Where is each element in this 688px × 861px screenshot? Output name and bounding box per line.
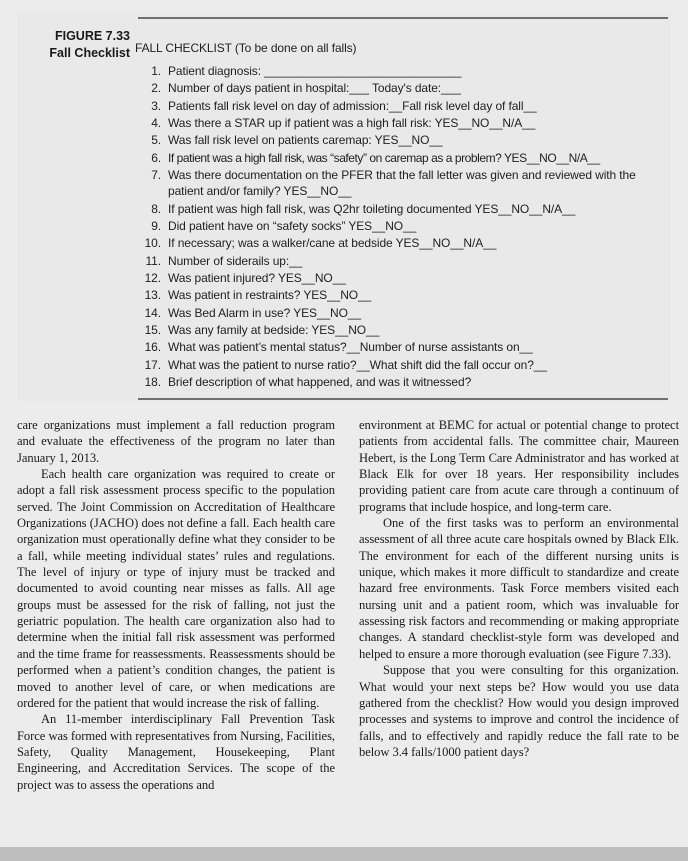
checklist-item — [135, 339, 670, 355]
figure-top-rule — [138, 17, 668, 19]
checklist-item-text: If patient was a high fall risk, was “safety” on caremap as a problem? YES__NO__N/A__ — [168, 150, 600, 165]
checklist-item — [135, 201, 670, 217]
checklist-item — [135, 98, 670, 114]
checklist-item-number: 15. — [144, 323, 161, 338]
body-paragraph: Suppose that you were consulting for this organization. What would your next steps be? How would you use data gathered from the checklist? How would you design improved processes and systems to improve and control the incidence of falls, and to effectively and rapidly reduce the fall rate to be below 3.4 falls/1000 patient days? — [359, 663, 679, 759]
checklist-item-text: Was patient in restraints? YES__NO__ — [168, 288, 372, 303]
checklist-item-number: 14. — [144, 305, 161, 320]
body-left-column — [17, 417, 335, 793]
checklist-item — [135, 150, 670, 166]
body-paragraph: One of the first tasks was to perform an environmental assessment of all three acute care hospitals owned by Black Elk. The environment for each of the different nursing units is unique, which makes it more difficult to standardize and create hazard free environments. Task Force members visited each nursing unit and a patient room, which was invaluable for assessing risk factors and recommending or making appropriate changes. A standard checklist-style form was developed and helped to ensure a more thorough evaluation (see Figure 7.33). — [359, 516, 679, 661]
checklist-item-number: 9. — [151, 218, 161, 233]
checklist-item-number: 13. — [144, 288, 161, 303]
checklist-item-text: Brief description of what happened, and was it witnessed? — [168, 375, 472, 390]
checklist-item-text: What was the patient to nurse ratio?__What shift did the fall occur on?__ — [168, 357, 547, 372]
checklist-item — [135, 322, 670, 338]
body-paragraph: An 11-member interdisciplinary Fall Prevention Task Force was formed with representatives from Nursing, Facilities, Safety, Quality Management, Housekeeping, Plant Engineering, and Accreditation Services. The scope of the project was to assess the operations and — [17, 712, 335, 792]
checklist-item-number: 18. — [144, 375, 161, 390]
checklist-item-number: 8. — [151, 201, 161, 216]
checklist-item — [135, 357, 670, 373]
figure-title: Fall Checklist — [49, 46, 130, 60]
page-bottom-edge — [0, 847, 688, 861]
figure-bottom-rule — [138, 398, 668, 400]
checklist-item — [135, 218, 670, 234]
checklist-item — [135, 80, 670, 96]
figure-7-33 — [18, 12, 670, 402]
checklist-item — [135, 270, 670, 286]
checklist-item-text: Number of days patient in hospital:___ Today's date:___ — [168, 81, 461, 96]
checklist-item — [135, 132, 670, 148]
checklist-item-number: 5. — [151, 133, 161, 148]
checklist-item-number: 10. — [144, 236, 161, 251]
checklist-item-number: 16. — [144, 340, 161, 355]
body-paragraph: environment at BEMC for actual or potential change to protect patients from accidental falls. The committee chair, Maureen Hebert, is the Long Term Care Administrator and has worked at Black Elk for over 18 years. Her responsibility includes providing patient care from acute care through a continuum of programs that include hospice, and long-term care. — [359, 418, 679, 514]
body-paragraph: care organizations must implement a fall reduction program and evaluate the effectiveness of the program no later than January 1, 2013. — [17, 418, 335, 465]
checklist-item — [135, 235, 670, 251]
checklist-item-text: Was there a STAR up if patient was a high fall risk: YES__NO__N/A__ — [168, 116, 536, 131]
checklist-item — [135, 253, 670, 269]
checklist-item — [135, 305, 670, 321]
checklist-item-number: 11. — [145, 253, 161, 268]
checklist-item-number: 3. — [151, 98, 161, 113]
checklist-item-text: Was there documentation on the PFER that the fall letter was given and reviewed with the patient and/or family? YES__NO__ — [168, 168, 636, 199]
checklist-item-number: 17. — [144, 357, 161, 372]
checklist-items — [135, 63, 670, 390]
figure-number: FIGURE 7.33 — [54, 29, 130, 43]
checklist-item-text: If patient was high fall risk, was Q2hr toileting documented YES__NO__N/A__ — [168, 201, 576, 216]
checklist-item-text: Patients fall risk level on day of admission:__Fall risk level day of fall__ — [168, 98, 537, 113]
body-right-column — [359, 417, 679, 760]
checklist-item-text: Patient diagnosis: ______________________________ — [168, 64, 462, 78]
checklist-item-text: What was patient’s mental status?__Number of nurse assistants on__ — [168, 340, 533, 355]
checklist-item — [135, 63, 670, 79]
checklist-item — [135, 167, 670, 199]
checklist-heading: FALL CHECKLIST (To be done on all falls) — [135, 41, 357, 55]
checklist-item-number: 1. — [151, 64, 161, 78]
body-paragraph: Each health care organization was required to create or adopt a fall risk assessment process specific to the population served. The Joint Commission on Accreditation of Healthcare Organizations (JACHO) does not define a fall. Each health care organization must operationally define what they consider to be a fall, while meeting individual states’ rules and regulations. The level of injury or type of injury must be tracked and documented to avoid counting near misses as falls. All age groups must be assessed for the risk of falling, not just the geriatric population. The health care organization also had to determine when the initial fall risk assessment was performed and the time frame for reassessments. Reassessments should be performed when a patient’s condition changes, the patient is moved to another level of care, or when medications are ordered for the patient that would increase the risk of falling. — [17, 467, 335, 710]
checklist-item-number: 2. — [151, 81, 161, 96]
checklist-item — [135, 115, 670, 131]
fall-checklist — [135, 39, 670, 391]
checklist-item-number: 12. — [144, 270, 161, 285]
checklist-item-text: Did patient have on “safety socks” YES__NO__ — [168, 218, 417, 233]
checklist-item-text: If necessary; was a walker/cane at bedside YES__NO__N/A__ — [168, 236, 497, 251]
figure-label — [18, 28, 130, 62]
checklist-item-number: 4. — [151, 116, 161, 131]
checklist-item-text: Number of siderails up:__ — [168, 253, 303, 268]
checklist-item-text: Was fall risk level on patients caremap: YES__NO__ — [168, 133, 443, 148]
checklist-item-text: Was Bed Alarm in use? YES__NO__ — [168, 305, 362, 320]
checklist-item-number: 7. — [151, 168, 161, 183]
checklist-item-number: 6. — [151, 150, 161, 165]
checklist-item — [135, 287, 670, 303]
checklist-item-text: Was any family at bedside: YES__NO__ — [168, 323, 380, 338]
checklist-item — [135, 374, 670, 390]
checklist-item-text: Was patient injured? YES__NO__ — [168, 270, 346, 285]
